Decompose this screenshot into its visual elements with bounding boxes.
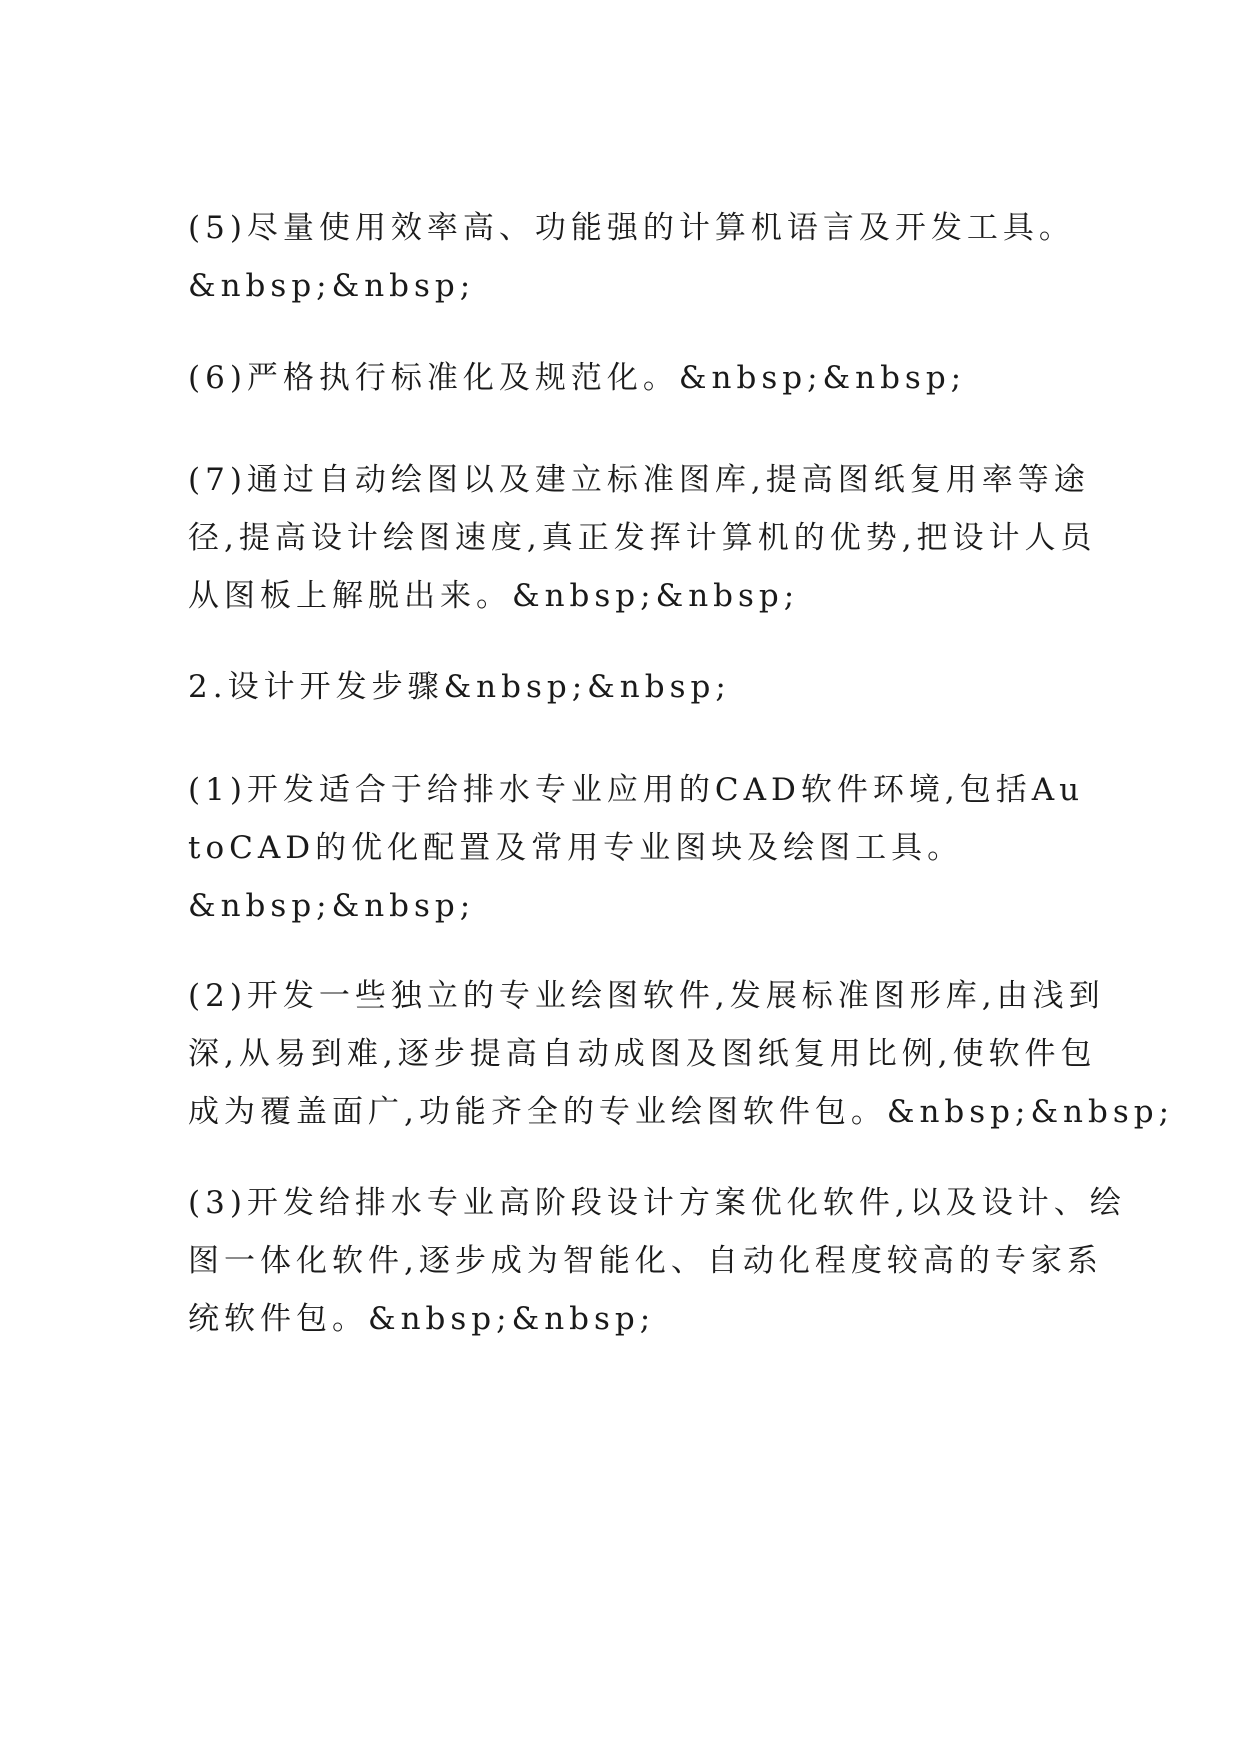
- paragraph-step-3: [188, 1174, 1126, 1348]
- section-heading-design-steps: [188, 658, 1054, 716]
- text-line: (1)开发适合于给排水专业应用的CAD软件环境,包括Au: [188, 772, 1085, 808]
- paragraph-step-2: [188, 967, 1175, 1141]
- text-line: (3)开发给排水专业高阶段设计方案优化软件,以及设计、绘: [188, 1185, 1126, 1221]
- text-line: (5)尽量使用效率高、功能强的计算机语言及开发工具。: [188, 210, 1075, 246]
- text-line: 径,提高设计绘图速度,真正发挥计算机的优势,把设计人员: [188, 520, 1097, 556]
- text-line: 深,从易到难,逐步提高自动成图及图纸复用比例,使软件包: [188, 1036, 1097, 1072]
- text-line: &nbsp;&nbsp;: [188, 268, 476, 304]
- text-line: (7)通过自动绘图以及建立标准图库,提高图纸复用率等途: [188, 462, 1090, 498]
- paragraph-item-6: [188, 349, 1054, 407]
- text-line: 成为覆盖面广,功能齐全的专业绘图软件包。&nbsp;&nbsp;: [188, 1094, 1175, 1130]
- text-line: &nbsp;&nbsp;: [188, 888, 476, 924]
- text-line: (6)严格执行标准化及规范化。&nbsp;&nbsp;: [188, 360, 967, 396]
- paragraph-item-7: [188, 451, 1097, 625]
- text-line: toCAD的优化配置及常用专业图块及绘图工具。: [188, 830, 964, 866]
- paragraph-step-1: [188, 761, 1085, 935]
- text-line: 2.设计开发步骤&nbsp;&nbsp;: [188, 669, 731, 705]
- text-line: 从图板上解脱出来。&nbsp;&nbsp;: [188, 578, 800, 614]
- text-line: (2)开发一些独立的专业绘图软件,发展标准图形库,由浅到: [188, 978, 1105, 1014]
- text-line: 图一体化软件,逐步成为智能化、自动化程度较高的专家系: [188, 1243, 1103, 1279]
- text-line: 统软件包。&nbsp;&nbsp;: [188, 1301, 656, 1337]
- paragraph-item-5: [188, 199, 1075, 315]
